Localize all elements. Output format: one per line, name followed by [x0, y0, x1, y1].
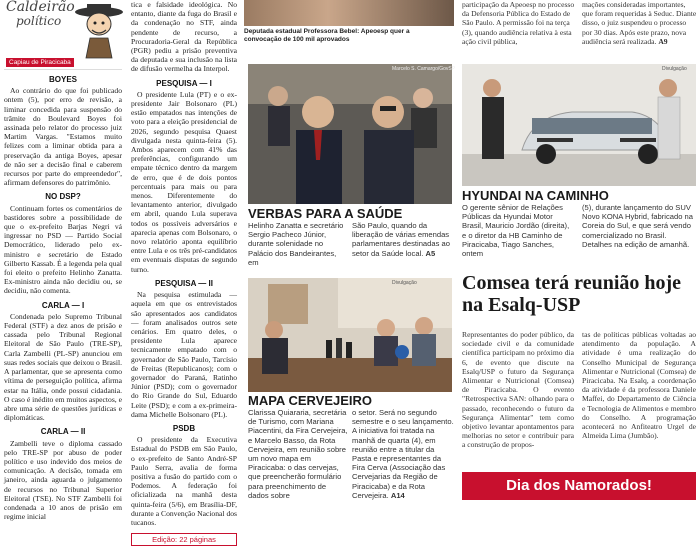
section-paragraph: Na pesquisa estimulada — aquela em que os entrevistados são apresentados aos candidatos — foram analisados outros sete cenários. Em quatro deles, o presidente Lula aparece tecnicamente empatado com o governador de São Paulo, Tarcísio de Freitas (Republicanos); com o governador do Paraná, Ratinho Júnior (PSD); com o governador do Rio Grande do Sul, Eduardo Leite (PSD); e com a ex-primeira-dama Michelle Bolsonaro (PL). [131, 290, 237, 419]
top-text-2 [582, 0, 697, 46]
cervejeiro-text-b-body: o setor. Será no segundo semestre e o seu lançamento. A iniciativa foi tratada na manhã de quarta (4), em reunião entre a titular da Pasta e representantes da Fira Cerva (Associação das Cervejarias da Região de Piracicaba) e da Rota Cervejeira. [352, 408, 454, 500]
photo-credit: Divulgação [662, 66, 687, 72]
edition-badge: Edição: 22 páginas [131, 533, 237, 546]
column-logo [4, 0, 122, 70]
comsea-text-a: Representantes do poder público, da sociedade civil e da comunidade científica participam no próximo dia 6, de evento que discute na Esalq/USP o futuro da Segurança Alimentar e Nutricional (Comsea) de Piracicaba. O evento "Retrospectiva SAN: olhando para o passado, reconhecendo o futuro da Segurança Alimentar" tem como objetivo levantar apontamentos para melhorias no setor e contribuir para a construção de propos- [462, 330, 574, 450]
section-paragraph: O presidente da Executiva Estadual do PSDB em São Paulo, o ex-prefeito de Santo André-SP Paulo Serra, avalia de forma positiva a fusão do partido com o Podemos. A federação foi oficializada na manhã desta quinta-feira (5/6), em Brasília-DF, durante a Convenção Nacional dos tucanos. [131, 435, 237, 527]
headline-cervejeiro: MAPA CERVEJEIRO [248, 393, 373, 408]
column-right [242, 0, 700, 500]
headline-comsea: Comsea terá reunião hoje na Esalq-USP [462, 272, 682, 316]
section-paragraph: Continuam fortes os comentários de bastidores sobre a possibilidade de que o ex-prefeito Barjas Negri vá ingressar no PSD — Partido Social Democrático, liderado pelo ex-ministro e secretário de Estado Gilberto Kassab. É a legenda pela qual foi eleito o prefeito Helinho Zanatta. Ex-ministro ainda não decidiu ou, se decidiu, não comenta. [4, 203, 122, 296]
top-text: participação da Apeoesp no processo da Defensoria Pública do Estado de São Paulo. A permissão foi na terça (3), quando audiência relativa à esta ação civil pública, [462, 0, 575, 46]
hyundai-photo [462, 64, 696, 186]
photo-credit: Divulgação [392, 280, 417, 286]
section-head: NO DSP? [45, 192, 81, 202]
page-ref: A14 [390, 490, 405, 500]
verbas-text-b-body: São Paulo, quando da liberação de várias emendas parlamentares destinadas ao setor da Saúde local. [352, 221, 450, 258]
intro-paragraph: tica e falsidade ideológica. No entanto, diante da fuga do Brasil e da condenação no STF, ainda pendente de recurso, a Procuradoria-Geral da República (PGR) pediu a prisão preventiva da deputada e sua inclusão na lista de difusão vermelha da Interpol. [131, 0, 237, 74]
hyundai-text-b: (5), durante lançamento do SUV Novo KONA Hybrid, fabricado na Coreia do Sul, e que será vendo comercializado no Brasil. Detalhes na edição de amanhã. [582, 203, 694, 249]
cervejeiro-photo [248, 278, 452, 392]
section-head: CARLA — I [41, 300, 85, 310]
logo-title-line1: Caldeirão [6, 0, 75, 15]
promo-banner[interactable]: Dia dos Namorados! [462, 472, 696, 500]
caricature-icon [72, 2, 126, 58]
section-head: PESQUISA — I [156, 78, 212, 88]
page-ref: A9 [658, 36, 668, 46]
section-paragraph: Condenada pelo Supremo Tribunal Federal (STF) a dez anos de prisão e cassada pelo Tribunal Regional Eleitoral de São Paulo (TRE-SP), Carla Zambelli (PL-SP) anunciou em suas redes sociais que deixou o Brasil. A parlamentar, que se apresenta como vítima de perseguição política, afirma estar na Itália, onde possui cidadania. O caso é inédito em muitos aspectos, e abre uma série de questões jurídicas e diplomáticas. [4, 311, 122, 423]
top-text-2-body: mações consideradas importantes, que foram requeridas à Seduc. Diante disso, o juiz suspendeu o processo por 30 dias. Após este prazo, nova audiência será realizada. [582, 0, 697, 46]
verbas-photo [248, 64, 452, 204]
cervejeiro-text-a: Clarissa Quiararia, secretária de Turismo, com Mariana Piacentini, da Fira Cervejeira, e Marcelo Basso, da Rota Cervejeira, em reunião sobre um novo mapa em Piracicaba: o das cervejas, que preencherão formulário para preenchimento de dados sobre [248, 408, 348, 500]
hyundai-photo-art [462, 64, 696, 186]
headline-hyundai: HYUNDAI NA CAMINHO [462, 188, 609, 203]
photo-caption: Deputada estadual Professora Bebel: Apeoesp quer a convocação de 100 mil aprovados [244, 28, 410, 43]
column-middle [128, 0, 240, 545]
hyundai-text-a: O gerente sênior de Relações Públicas da Hyundai Motor Brasil, Mauricio Jordão (direita), e o diretor da HB Caminho de Piracicaba, Tiago Sanches, ontem [462, 203, 570, 259]
cervejeiro-text-b [352, 408, 454, 500]
bebel-photo [244, 0, 454, 26]
section-head: CARLA — II [40, 427, 86, 437]
column-left [0, 0, 125, 522]
logo-tag: Capiau de Piracicaba [6, 58, 74, 67]
verbas-text-b [352, 221, 454, 258]
verbas-text-a: Helinho Zanatta e secretário Sergio Pacheco Júnior, durante solenidade no Palácio dos Bandeirantes, em [248, 221, 344, 267]
column-text [4, 75, 122, 521]
headline-verbas: VERBAS PARA A SAÚDE [248, 206, 403, 221]
section-paragraph: Ao contrário do que foi publicado ontem (5), por erro de revisão, a liminar concedida para suspensão do trâmite do Boulevard Boyes foi assinada pelo relator do processo juiz Martim Vargas. "Estamos muito felizes com a liminar obtida para a preservação da antiga Boyes, apesar de não ser a decisão final e caberem recursos por parte do empreendedor", afirmam defensores do patrimônio. [4, 86, 122, 188]
section-paragraph: O presidente Lula (PT) e o ex-presidente Jair Bolsonaro (PL) estão empatados nas intenções de voto para a eleição presidencial de 2026, segundo pesquisa Quaest divulgada nesta quinta-feira (5). Ambos aparecem com 41% das preferências, configurando um empate técnico dentro da margem de erro, que é de dois pontos percentuais para mais ou para menos. Diferentemente do levantamento anterior, divulgado em abril, quando Lula superava todos os possíveis adversários e aparecia apenas com Bolsonaro, o novo relatório aponta equilíbrio entre Lula e os três pré-candidatos em eventuais disputas de segundo turno. [131, 89, 237, 274]
section-paragraph: Zambelli teve o diploma cassado pelo TRE-SP por abuso de poder político e uso indevido dos meios de comunicação. A decisão, tomada em janeiro, ainda aguarda o julgamento de recursos no Tribunal Superior Eleitoral (TSE). No STF Zambelli foi condenada a 10 anos de prisão em regime inicial [4, 438, 122, 522]
comsea-text-b: tas de políticas públicas voltadas ao atendimento da população. A atividade é uma realização do Conselho Municipal de Segurança Alimentar e Nutricional (Comsea) de Piracicaba. Na Esalq, a coordenação da atividade é da professora Daniele Maffei, do Departamento de Ciência e Tecnologia de Alimentos e membro do Conselho. A programação acontecerá no Anfiteatro Urgel de Almeida Lima (Jumbão). [582, 330, 696, 441]
page-ref: A5 [425, 248, 436, 258]
verbas-photo-art [248, 64, 452, 204]
logo-title-line2: político [16, 14, 62, 28]
section-head: PSDB [172, 423, 196, 433]
cervejeiro-photo-art [248, 278, 452, 392]
section-head: BOYES [48, 75, 77, 84]
section-head: PESQUISA — II [155, 278, 213, 288]
photo-credit: Marcelo S. Camargo/GovSP [392, 66, 456, 72]
column-text [131, 0, 237, 546]
